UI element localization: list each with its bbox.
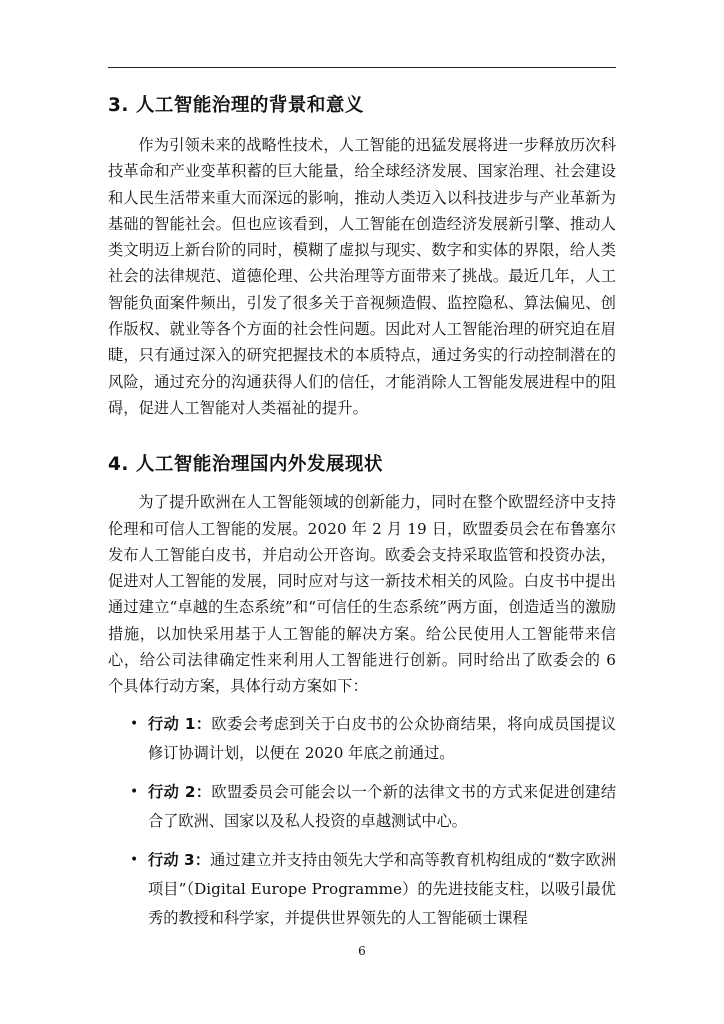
list-item: [108, 710, 616, 768]
section-3-paragraph: 作为引领未来的战略性技术，人工智能的迅猛发展将进一步释放历次科技革命和产业变革积蓄的巨大能量，给全球经济发展、国家治理、社会建设和人民生活带来重大而深远的影响，推动人类迈入以科技进步与产业革新为基础的智能社会。但也应该看到，人工智能在创造经济发展新引擎、推动人类文明迈上新台阶的同时，模糊了虚拟与现实、数字和实体的界限，给人类社会的法律规范、道德伦理、公共治理等方面带来了挑战。最近几年，人工智能负面案件频出，引发了很多关于音视频造假、监控隐私、算法偏见、创作版权、就业等各个方面的社会性问题。因此对人工智能治理的研究迫在眉睫，只有通过深入的研究把握技术的本质特点，通过务实的行动控制潜在的风险，通过充分的沟通获得人们的信任，才能消除人工智能发展进程中的阻碍，促进人工智能对人类福祉的提升。: [108, 136, 616, 417]
action-text: 欧盟委员会可能会以一个新的法律文书的方式来促进创建结合了欧洲、国家以及私人投资的卓越测试中心。: [148, 782, 617, 830]
action-label: 行动 3：: [148, 850, 211, 869]
bullet-icon: •: [130, 851, 139, 868]
action-label: 行动 1：: [148, 714, 212, 733]
list-item: [108, 846, 616, 933]
section-3-heading: 3. 人工智能治理的背景和意义: [108, 95, 364, 116]
page-number: 6: [358, 944, 366, 958]
action-text: 通过建立并支持由领先大学和高等教育机构组成的“数字欧洲项目”（Digital Europe Programme）的先进技能支柱，以吸引最优秀的教授和科学家，并提供世界领先的人工智能硕士课程: [148, 850, 617, 927]
bullet-icon: •: [130, 783, 139, 800]
list-item: [108, 778, 616, 836]
section-4-paragraph: 为了提升欧洲在人工智能领域的创新能力，同时在整个欧盟经济中支持伦理和可信人工智能的发展。2020 年 2 月 19 日，欧盟委员会在布鲁塞尔发布人工智能白皮书，并启动公开咨询。欧委会支持采取监管和投资办法，促进对人工智能的发展，同时应对与这一新技术相关的风险。白皮书中提出通过建立“卓越的生态系统”和“可信任的生态系统”两方面，创造适当的激励措施，以加快采用基于人工智能的解决方案。给公民使用人工智能带来信心，给公司法律确定性来利用人工智能进行创新。同时给出了欧委会的 6 个具体行动方案，具体行动方案如下：: [108, 493, 616, 696]
action-text: 欧委会考虑到关于白皮书的公众协商结果，将向成员国提议修订协调计划，以便在 2020 年底之前通过。: [148, 714, 617, 762]
section-4-heading: 4. 人工智能治理国内外发展现状: [108, 454, 383, 476]
document-body: [108, 92, 616, 943]
action-label: 行动 2：: [148, 782, 212, 801]
action-list: [108, 710, 616, 933]
bullet-icon: •: [130, 715, 139, 732]
header-rule: [108, 67, 616, 68]
